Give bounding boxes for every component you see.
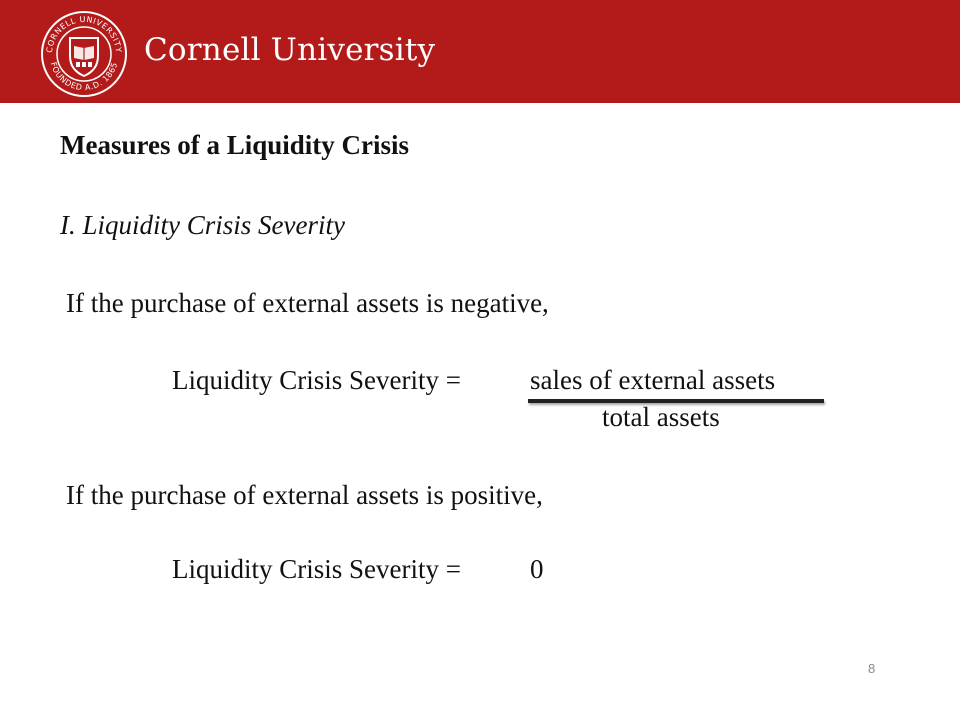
svg-text:CORNELL UNIVERSITY: CORNELL UNIVERSITY bbox=[44, 14, 124, 54]
formula-denominator: total assets bbox=[602, 402, 720, 432]
condition-negative: If the purchase of external assets is negative, bbox=[66, 288, 549, 318]
slide-title: Measures of a Liquidity Crisis bbox=[60, 130, 410, 160]
section-subtitle: I. Liquidity Crisis Severity bbox=[60, 210, 345, 240]
cornell-seal-logo bbox=[40, 10, 128, 98]
formula-numerator: sales of external assets bbox=[530, 365, 776, 395]
formula-positive-value: 0 bbox=[530, 554, 544, 584]
page-number: 8 bbox=[868, 661, 876, 676]
formula-positive-label: Liquidity Crisis Severity = bbox=[172, 554, 461, 584]
header-bar bbox=[0, 0, 960, 103]
condition-positive: If the purchase of external assets is positive, bbox=[66, 480, 543, 510]
formula-negative-label: Liquidity Crisis Severity = bbox=[172, 365, 461, 395]
brand-name: Cornell University bbox=[144, 32, 436, 68]
svg-text:FOUNDED A.D. 1865: FOUNDED A.D. 1865 bbox=[48, 61, 120, 93]
